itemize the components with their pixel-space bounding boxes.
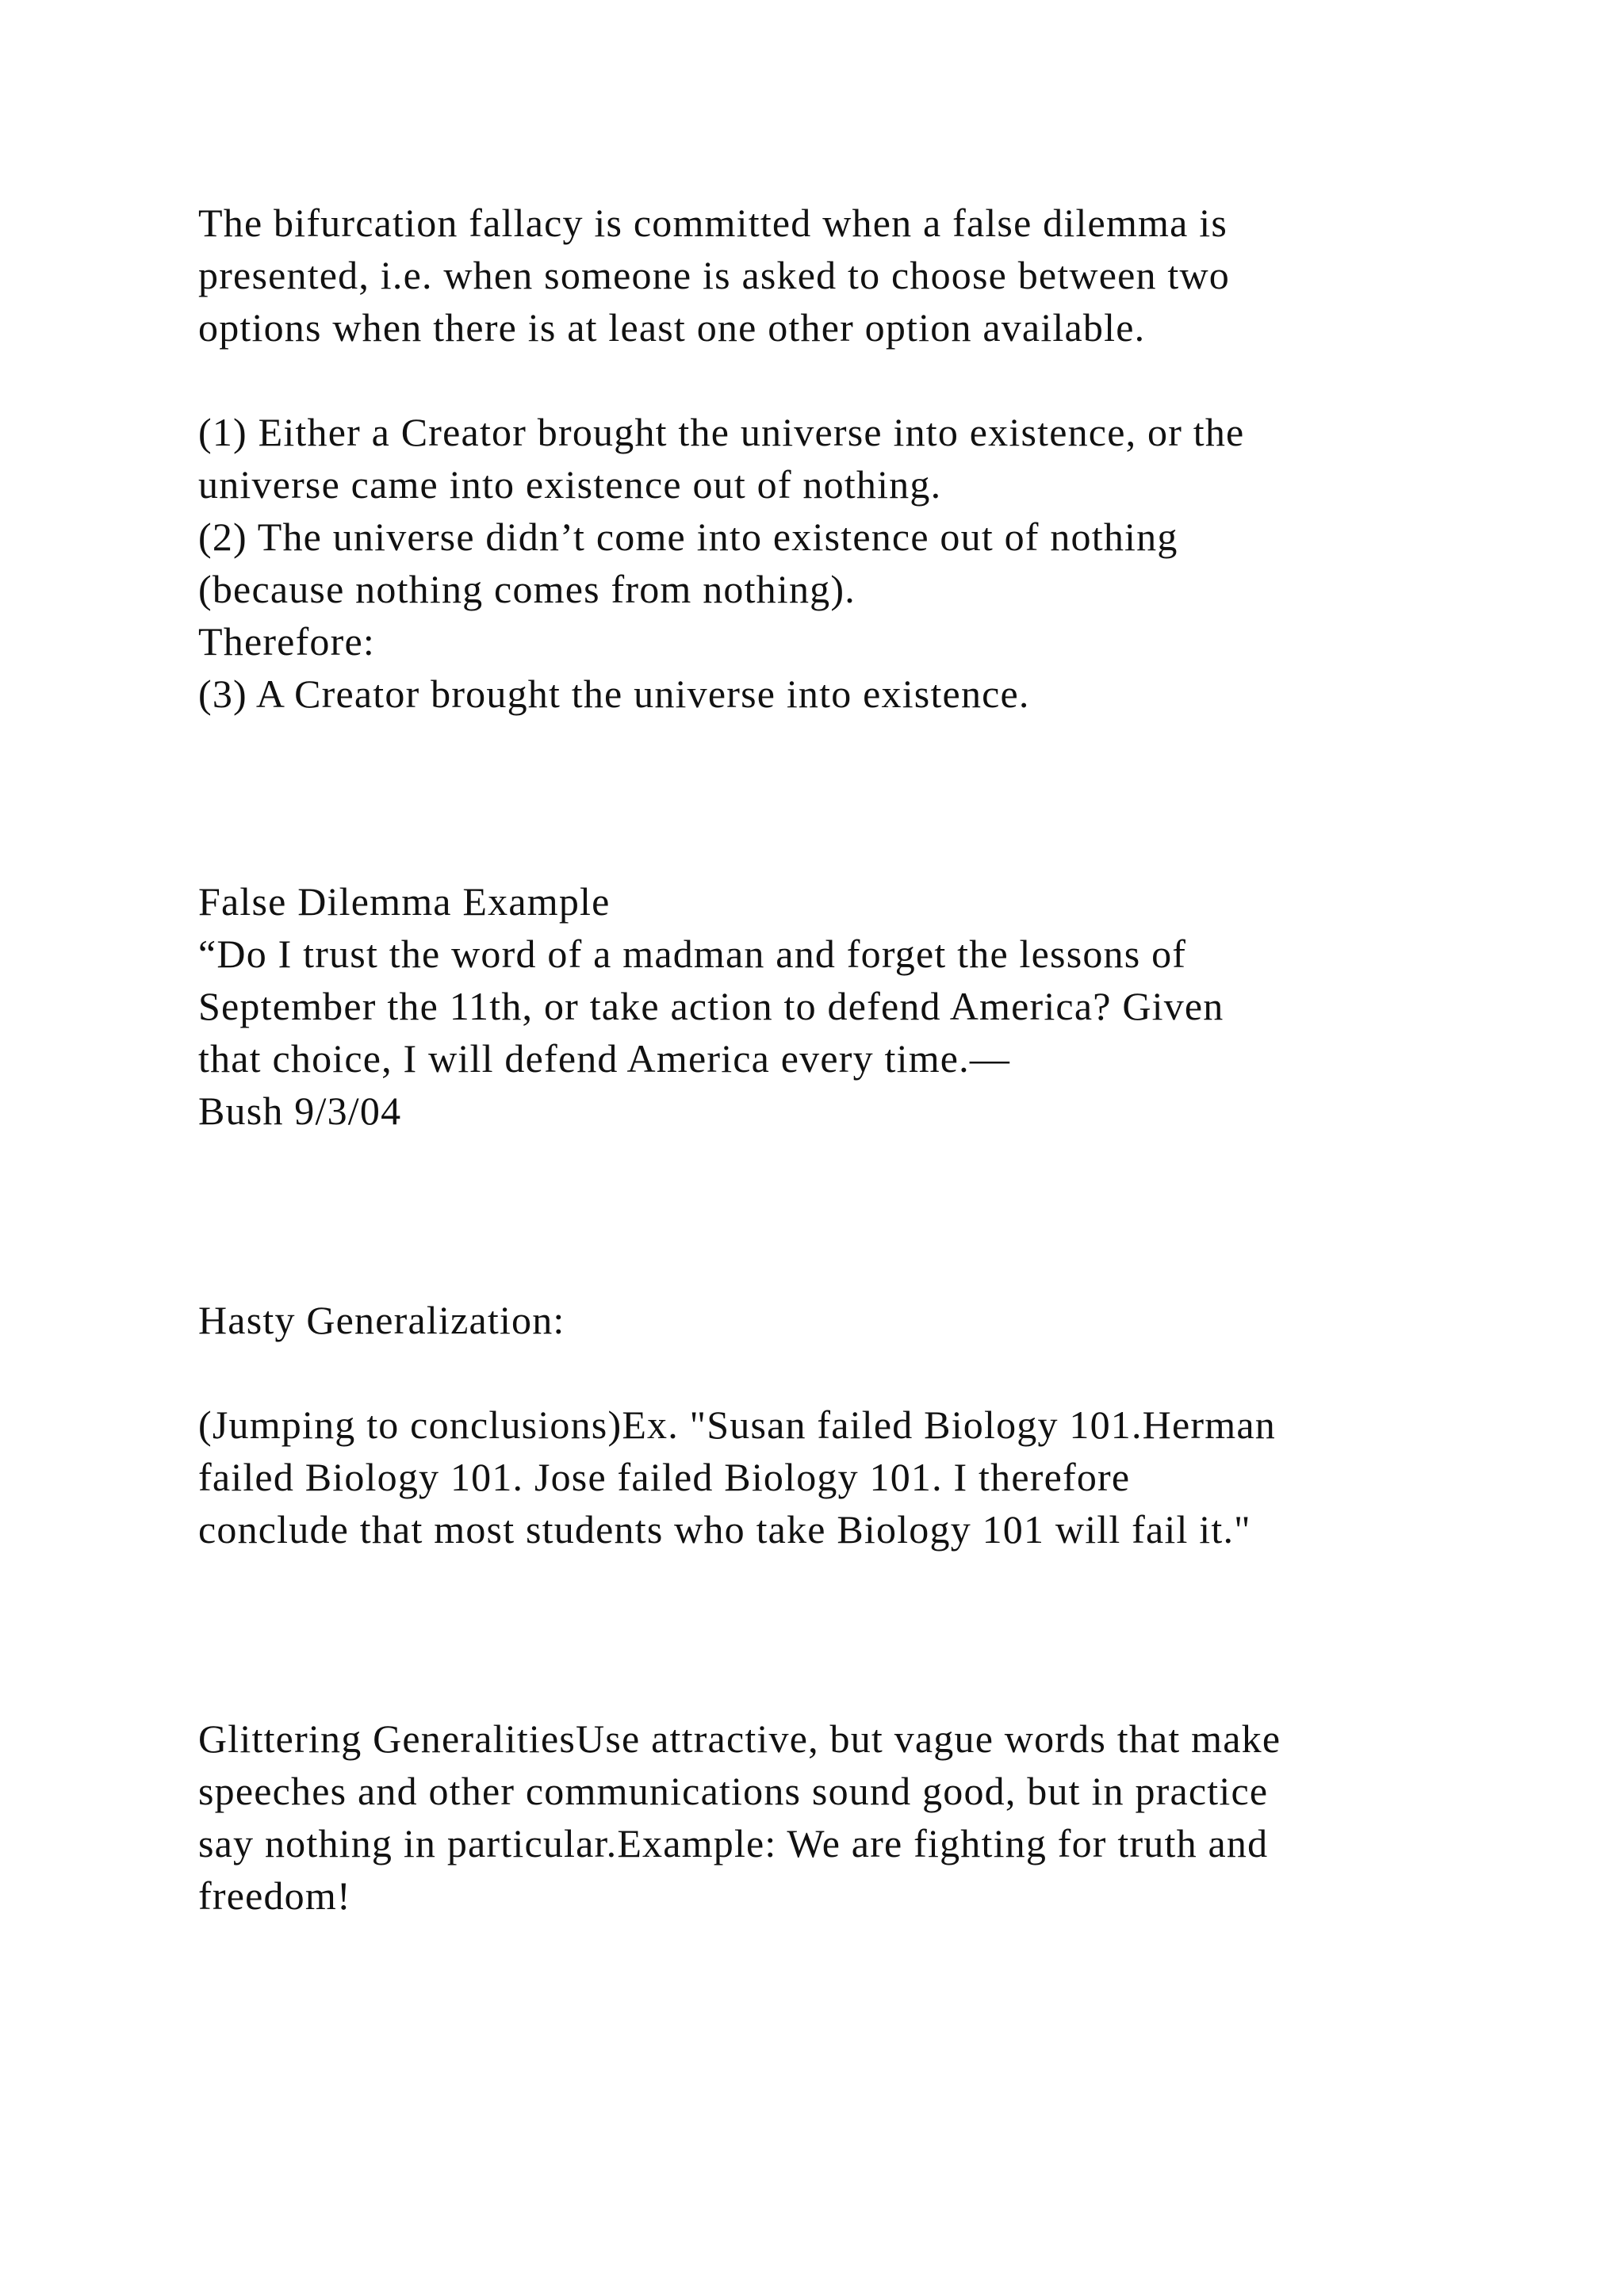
- text-line: Glittering GeneralitiesUse attractive, but vague words that make: [198, 1716, 1281, 1761]
- text-line: freedom!: [198, 1873, 351, 1918]
- text-line: “Do I trust the word of a madman and forget the lessons of: [198, 932, 1187, 976]
- text-line: say nothing in particular.Example: We are fighting for truth and: [198, 1821, 1269, 1866]
- text-line: failed Biology 101. Jose failed Biology 101. I therefore: [198, 1455, 1131, 1499]
- text-line: (because nothing comes from nothing).: [198, 567, 856, 611]
- text-line: The bifurcation fallacy is committed when a false dilemma is: [198, 201, 1228, 245]
- section-heading: False Dilemma Example: [198, 879, 611, 924]
- text-line: speeches and other communications sound good, but in practice: [198, 1769, 1269, 1813]
- text-line: Therefore:: [198, 619, 375, 664]
- text-line: that choice, I will defend America every time.—: [198, 1036, 1011, 1081]
- text-line: September the 11th, or take action to defend America? Given: [198, 984, 1224, 1028]
- text-line: (3) A Creator brought the universe into existence.: [198, 672, 1030, 716]
- text-line: (2) The universe didn’t come into existence out of nothing: [198, 515, 1178, 559]
- section-heading: Hasty Generalization:: [198, 1298, 565, 1342]
- text-line: Bush 9/3/04: [198, 1089, 402, 1133]
- text-line: (1) Either a Creator brought the universe into existence, or the: [198, 410, 1245, 454]
- text-line: universe came into existence out of nothing.: [198, 462, 942, 507]
- text-line: (Jumping to conclusions)Ex. "Susan failed Biology 101.Herman: [198, 1402, 1276, 1447]
- text-line: conclude that most students who take Biology 101 will fail it.": [198, 1507, 1251, 1552]
- text-line: options when there is at least one other option available.: [198, 305, 1146, 350]
- text-line: presented, i.e. when someone is asked to choose between two: [198, 253, 1230, 297]
